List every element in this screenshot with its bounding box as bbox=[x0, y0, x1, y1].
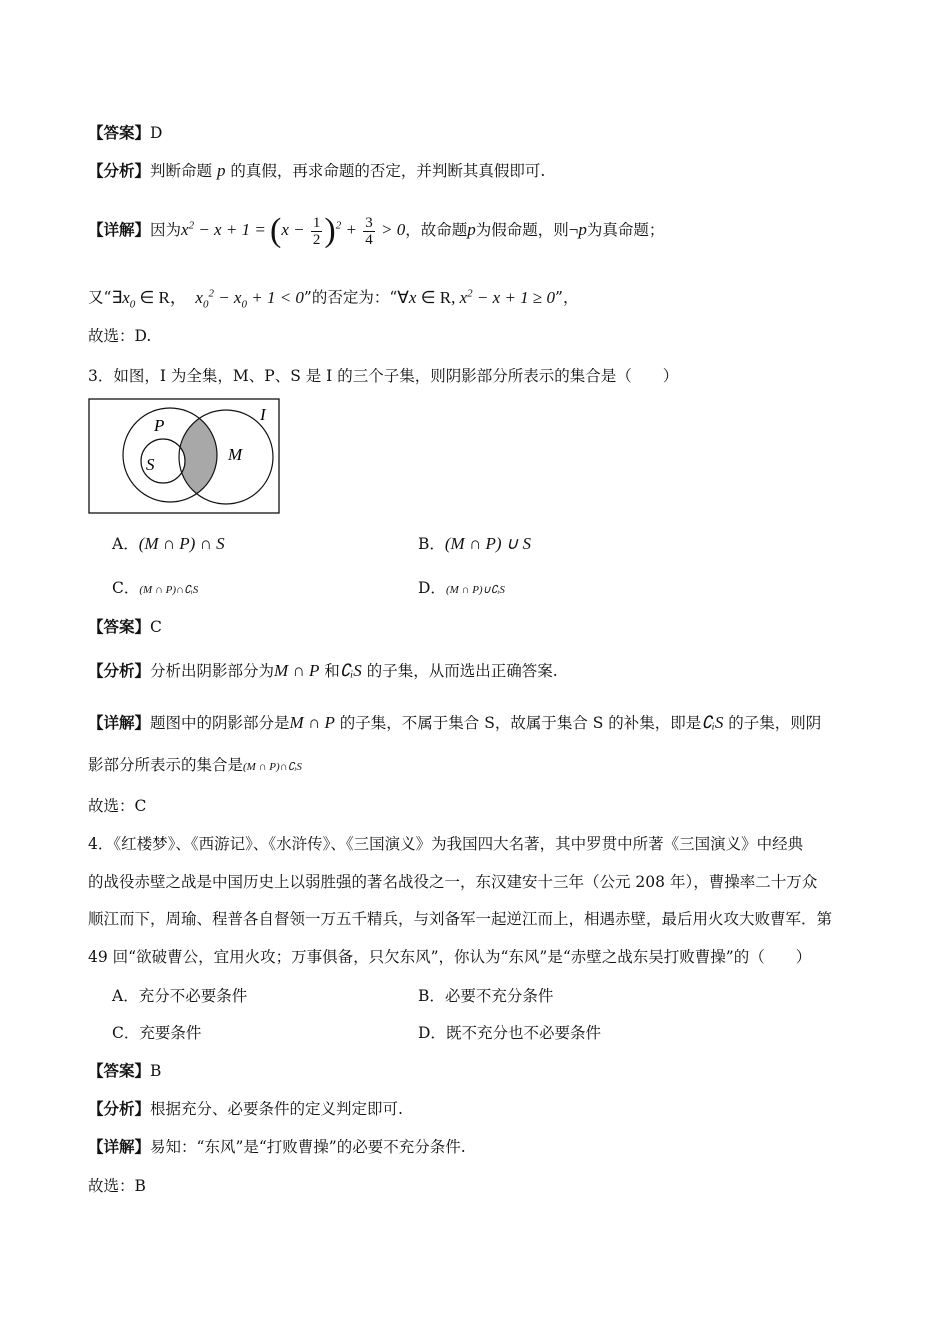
q4-stem-line-3: 顺江而下，周瑜、程普各自督领一万五千精兵，与刘备军一起逆江而上，相遇赤壁，最后用火攻大败曹军．第 bbox=[88, 910, 833, 928]
detail-text: 的子集，不属于集合 S，故属于集合 S 的补集，即是 bbox=[334, 714, 702, 732]
option-letter: D． bbox=[418, 579, 446, 597]
label-s: S bbox=[146, 455, 155, 474]
detail-label: 【详解】 bbox=[88, 713, 151, 732]
label-m: M bbox=[228, 445, 243, 464]
math-expr: ∁ᵢS bbox=[339, 661, 362, 680]
option-letter: B． bbox=[418, 535, 445, 553]
q4-conclusion: 故选：B bbox=[88, 1177, 146, 1195]
option-b bbox=[418, 985, 553, 1007]
analysis-label: 【分析】 bbox=[88, 661, 151, 680]
option-text: 既不充分也不必要条件 bbox=[445, 1024, 601, 1042]
math-p: p bbox=[216, 161, 226, 180]
detail-text: ，故命题 bbox=[405, 220, 468, 239]
q2-conclusion: 故选：D. bbox=[88, 327, 152, 345]
q4-stem-line-4: 49 回“欲破曹公，宜用火攻；万事俱备，只欠东风”，你认为“东风”是“赤壁之战东吴打败曹操”的（ ） bbox=[88, 948, 812, 966]
option-letter: C． bbox=[112, 1024, 140, 1042]
answer-label: 【答案】 bbox=[88, 617, 151, 636]
label-i: I bbox=[260, 405, 266, 424]
q2-detail-line bbox=[88, 214, 664, 248]
option-b bbox=[418, 533, 531, 555]
q4-answer-line bbox=[88, 1060, 161, 1082]
option-letter: C． bbox=[112, 579, 140, 597]
math-expr: (M ∩ P)∩∁ᵢS bbox=[243, 761, 302, 773]
option-d bbox=[418, 577, 505, 601]
q4-analysis-line bbox=[88, 1098, 403, 1120]
option-a bbox=[112, 985, 247, 1007]
analysis-label: 【分析】 bbox=[88, 161, 151, 180]
option-letter: A． bbox=[112, 987, 139, 1005]
option-letter: D． bbox=[418, 1024, 446, 1042]
label-p: P bbox=[154, 416, 165, 435]
q2-analysis-line bbox=[88, 160, 545, 182]
option-letter: B． bbox=[418, 987, 445, 1005]
q3-stem: 3．如图，I 为全集，M、P、S 是 I 的三个子集，则阴影部分所表示的集合是（ ） bbox=[88, 367, 679, 385]
answer-label: 【答案】 bbox=[88, 1061, 151, 1080]
text: 又“ bbox=[88, 288, 112, 307]
q4-stem-line-1: 4．《红楼梦》、《西游记》、《水浒传》、《三国演义》为我国四大名著，其中罗贯中所著《三国演义》中经典 bbox=[88, 835, 804, 853]
option-expr: (M ∩ P)∪∁ᵢS bbox=[445, 584, 505, 596]
math-expression: $x^2 - x + 1 = (x$ − $\frac{1}{2}$ )$^2$ + $\frac{3}{4}$ > 0 bbox=[181, 212, 406, 249]
option-expr: (M ∩ P)∩∁ᵢS bbox=[139, 584, 199, 596]
q3-conclusion: 故选：C bbox=[88, 797, 147, 815]
math-not-p: ¬p bbox=[568, 219, 587, 239]
text: ”， bbox=[555, 288, 579, 307]
math-expr: M ∩ P bbox=[289, 713, 335, 732]
math-expression: $\exists x_0$ ∈ R， $x_0^2 - x_0 + 1 < 0$ bbox=[111, 287, 304, 311]
q3-detail-line-2 bbox=[88, 754, 302, 778]
q3-detail-line bbox=[88, 712, 821, 734]
detail-text: 的子集，则阴 bbox=[723, 714, 822, 732]
detail-text: 因为 bbox=[150, 220, 182, 239]
analysis-text: 和 bbox=[319, 662, 340, 680]
answer-value: D bbox=[150, 124, 163, 142]
option-letter: A． bbox=[112, 535, 139, 553]
venn-diagram bbox=[88, 398, 282, 516]
option-c bbox=[112, 577, 198, 601]
option-c bbox=[112, 1022, 201, 1044]
q2-negation-line bbox=[88, 282, 578, 315]
detail-label: 【详解】 bbox=[88, 219, 151, 239]
analysis-text: 根据充分、必要条件的定义判定即可. bbox=[150, 1100, 403, 1118]
option-a bbox=[112, 533, 225, 555]
math-expr: ∁ᵢS bbox=[701, 713, 724, 732]
math-expr: M ∩ P bbox=[274, 661, 320, 680]
math-p: p bbox=[467, 219, 476, 239]
analysis-text: 判断命题 bbox=[150, 162, 213, 180]
math-expression: ∀x ∈ R, $x^2 - x + 1 \ge 0$ bbox=[397, 287, 556, 307]
q4-detail-line bbox=[88, 1136, 466, 1158]
analysis-text: 的子集，从而选出正确答案. bbox=[361, 662, 558, 680]
detail-text: 影部分所表示的集合是 bbox=[88, 756, 244, 774]
detail-text: 为真命题； bbox=[586, 220, 665, 239]
detail-label: 【详解】 bbox=[88, 1137, 151, 1156]
analysis-label: 【分析】 bbox=[88, 1099, 151, 1118]
q2-answer-line bbox=[88, 122, 162, 144]
option-expr: (M ∩ P) ∪ S bbox=[444, 534, 531, 553]
detail-text: 题图中的阴影部分是 bbox=[150, 714, 290, 732]
q3-analysis-line bbox=[88, 660, 558, 682]
answer-value: C bbox=[150, 618, 162, 636]
option-text: 充要条件 bbox=[139, 1024, 202, 1042]
option-text: 必要不充分条件 bbox=[444, 987, 554, 1005]
detail-text: 易知：“东风”是“打败曹操”的必要不充分条件. bbox=[150, 1138, 466, 1156]
q4-stem-line-2: 的战役赤壁之战是中国历史上以弱胜强的著名战役之一，东汉建安十三年（公元 208 年），曹操率二十万众 bbox=[88, 873, 818, 891]
detail-text: 为假命题，则 bbox=[475, 220, 569, 239]
answer-value: B bbox=[150, 1062, 162, 1080]
q3-answer-line bbox=[88, 616, 162, 638]
option-expr: (M ∩ P) ∩ S bbox=[138, 534, 225, 553]
answer-label: 【答案】 bbox=[88, 123, 151, 142]
text: ”的否定为：“ bbox=[303, 288, 398, 307]
option-text: 充分不必要条件 bbox=[138, 987, 248, 1005]
analysis-text: 分析出阴影部分为 bbox=[150, 662, 275, 680]
analysis-text: 的真假，再求命题的否定，并判断其真假即可. bbox=[230, 162, 546, 180]
option-d bbox=[418, 1022, 601, 1044]
